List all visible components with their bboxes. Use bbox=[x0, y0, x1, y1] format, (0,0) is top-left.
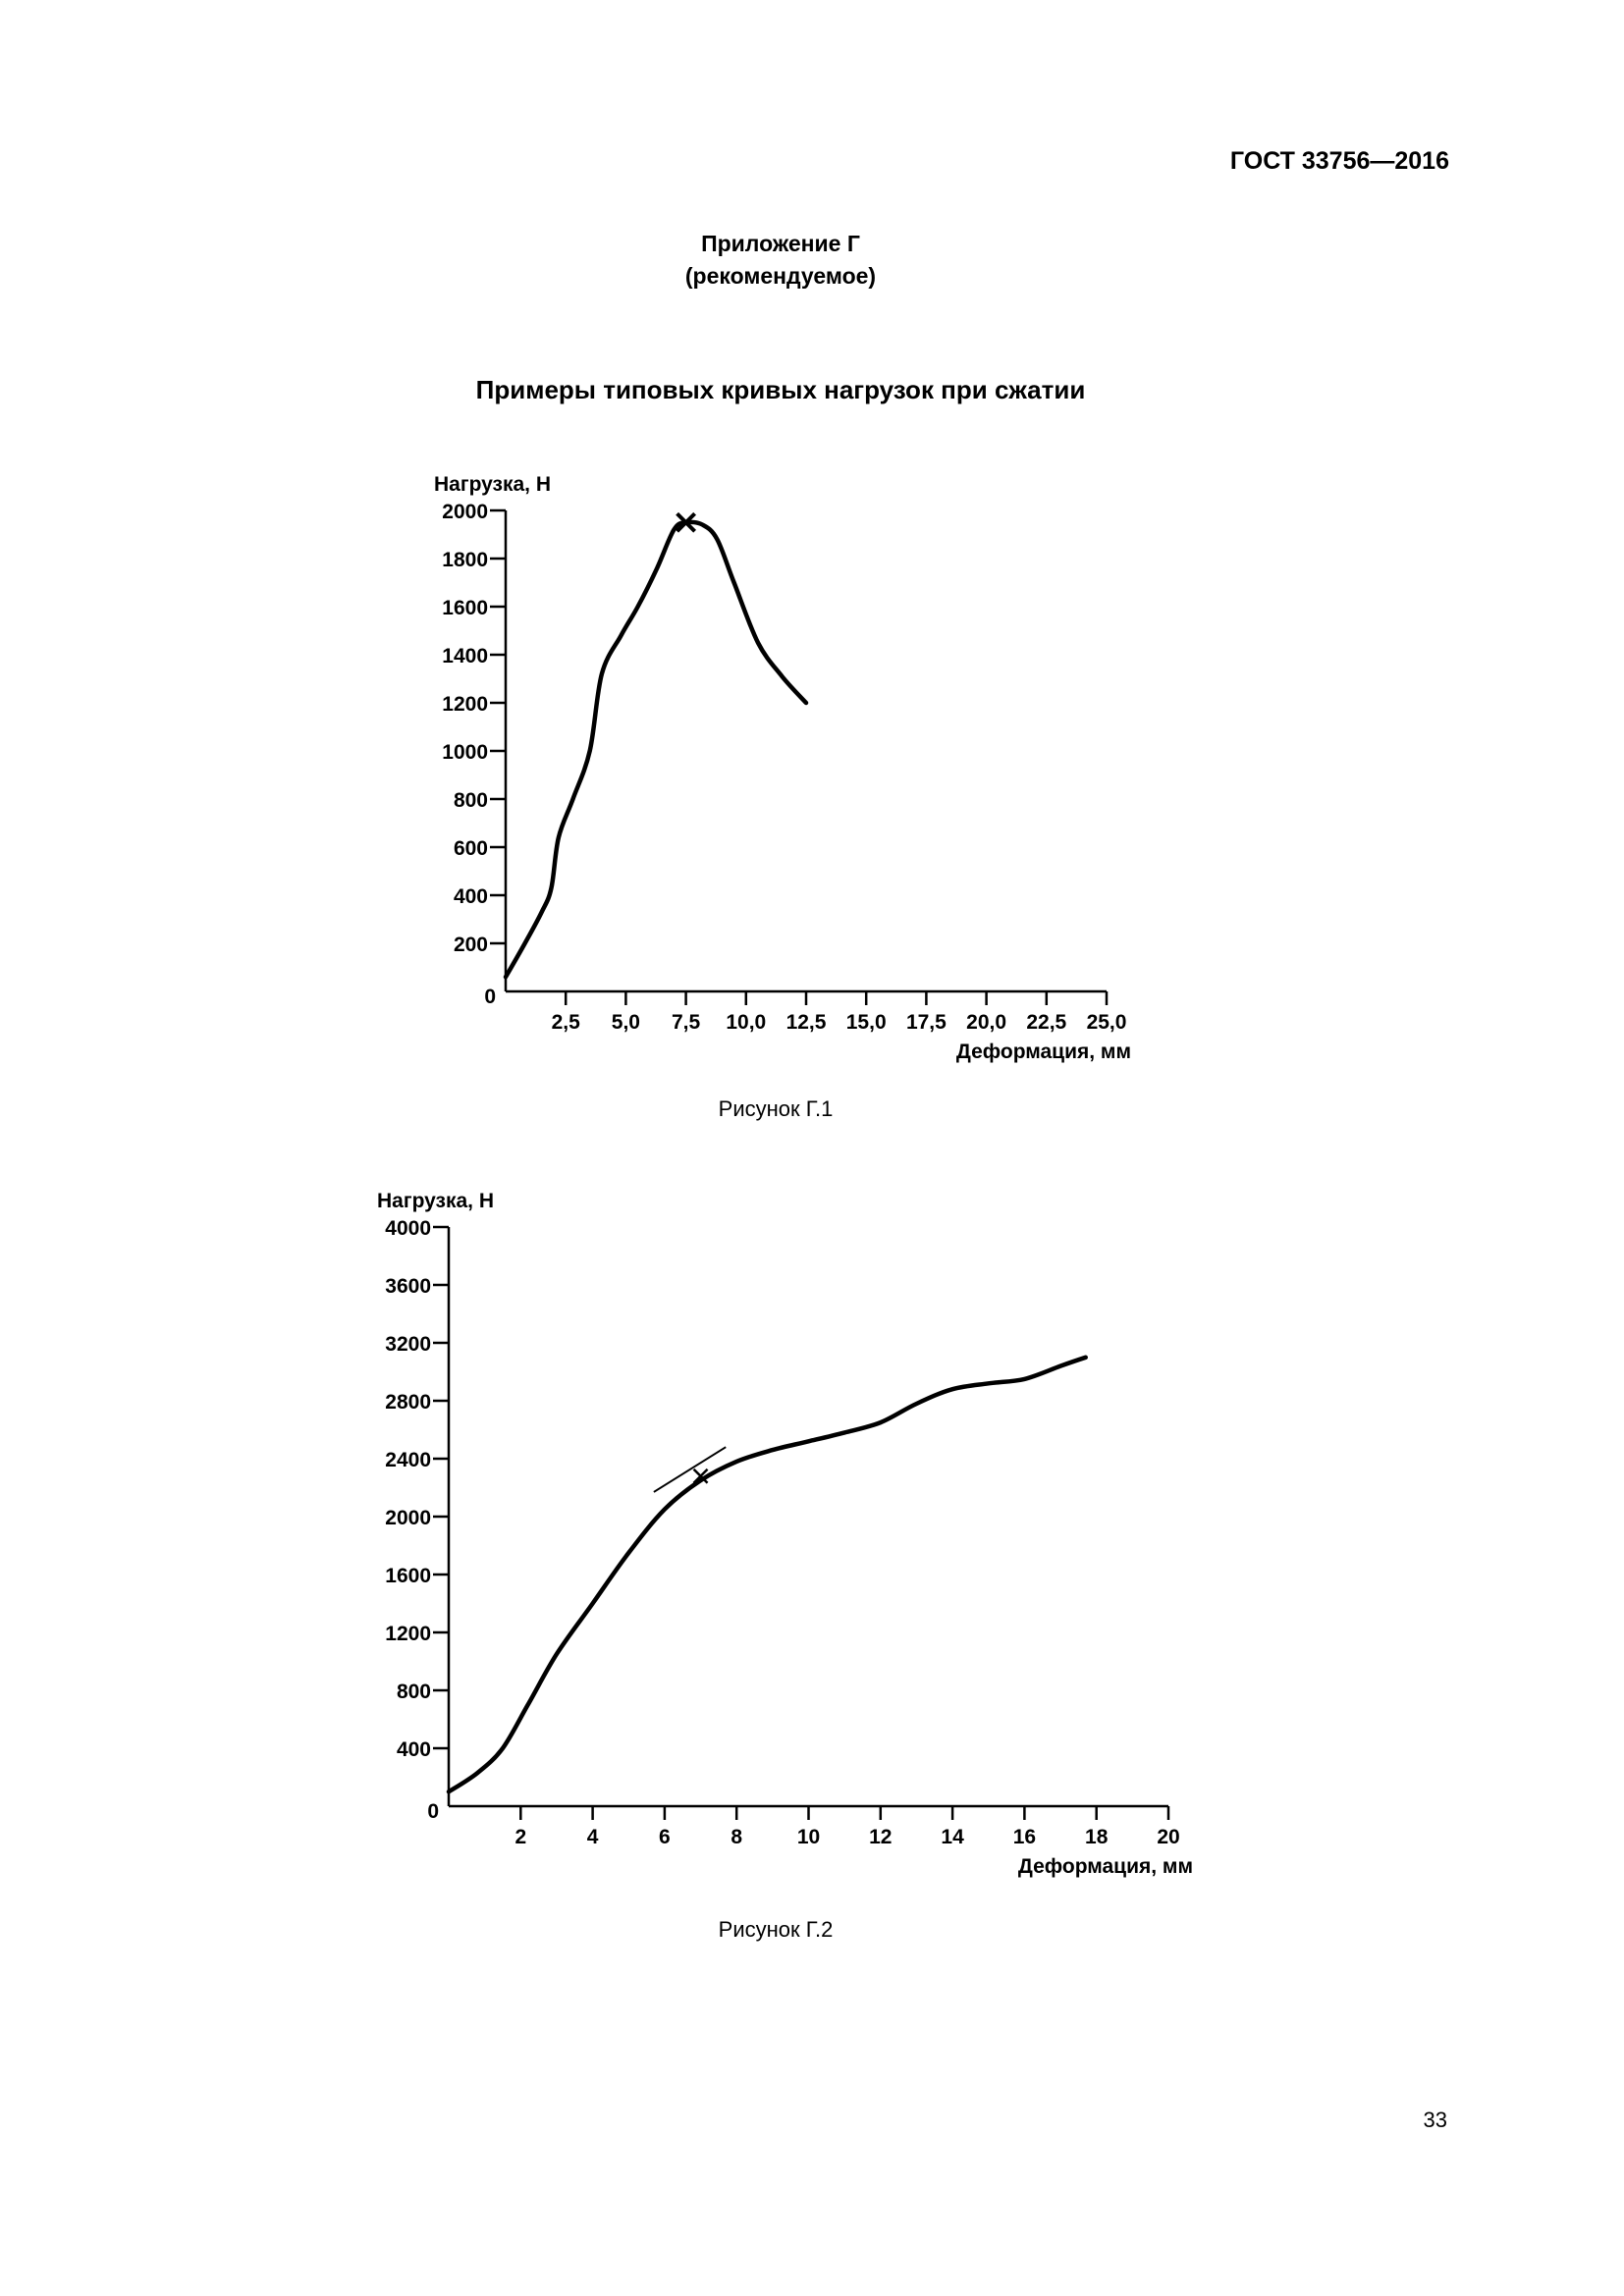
y-tick-label: 4000 bbox=[385, 1217, 431, 1240]
x-tick-label: 16 bbox=[1012, 1826, 1037, 1848]
x-tick-label: 20,0 bbox=[966, 1011, 1007, 1034]
appendix-subtitle: (рекомендуемое) bbox=[684, 263, 877, 289]
x-axis-label: Деформация, мм bbox=[1017, 1855, 1193, 1878]
x-tick-label: 4 bbox=[586, 1826, 599, 1848]
x-tick-label: 2,5 bbox=[551, 1011, 580, 1034]
y-tick-label: 2000 bbox=[442, 501, 488, 523]
figure-caption-g2: Рисунок Г.2 bbox=[718, 1917, 834, 1942]
page-number: 33 bbox=[1423, 2108, 1447, 2132]
y-tick-label: 800 bbox=[453, 789, 488, 812]
series-line bbox=[449, 1358, 1086, 1792]
y-tick-label: 600 bbox=[453, 837, 488, 860]
y-tick-label: 1400 bbox=[442, 645, 488, 667]
y-tick-label: 1800 bbox=[442, 549, 488, 571]
x-tick-label: 7,5 bbox=[671, 1011, 701, 1034]
chart-figure-g2 bbox=[353, 1168, 1218, 1895]
x-tick-label: 22,5 bbox=[1026, 1011, 1067, 1034]
y-tick-label: 1600 bbox=[442, 597, 488, 619]
x-tick-label: 10 bbox=[796, 1826, 821, 1848]
figure-caption-g1: Рисунок Г.1 bbox=[718, 1096, 834, 1121]
x-tick-label: 8 bbox=[731, 1826, 743, 1848]
y-tick-label: 3200 bbox=[385, 1333, 431, 1356]
x-tick-label: 15,0 bbox=[845, 1011, 887, 1034]
y-tick-label: 800 bbox=[396, 1681, 431, 1703]
appendix-heading bbox=[0, 228, 1561, 293]
y-axis-label: Нагрузка, Н bbox=[434, 473, 552, 496]
y-tick-label: 2000 bbox=[385, 1507, 431, 1529]
y-tick-label: 1200 bbox=[442, 693, 488, 716]
y-tick-label: 0 bbox=[484, 986, 496, 1008]
x-tick-label: 18 bbox=[1085, 1826, 1109, 1848]
y-tick-label: 1000 bbox=[442, 741, 488, 764]
y-tick-label: 1200 bbox=[385, 1623, 431, 1645]
x-tick-label: 10,0 bbox=[726, 1011, 767, 1034]
section-title: Примеры типовых кривых нагрузок при сжатии bbox=[475, 375, 1086, 404]
x-tick-label: 12,5 bbox=[785, 1011, 827, 1034]
y-tick-label: 0 bbox=[427, 1800, 439, 1823]
x-tick-label: 20 bbox=[1157, 1826, 1180, 1848]
x-tick-label: 5,0 bbox=[611, 1011, 641, 1034]
y-tick-label: 400 bbox=[396, 1738, 431, 1761]
y-tick-label: 200 bbox=[453, 934, 488, 956]
x-tick-label: 17,5 bbox=[905, 1011, 947, 1034]
y-tick-label: 400 bbox=[453, 885, 488, 908]
x-tick-label: 14 bbox=[941, 1826, 964, 1848]
y-tick-label: 2400 bbox=[385, 1449, 431, 1471]
y-tick-label: 3600 bbox=[385, 1275, 431, 1298]
x-tick-label: 2 bbox=[514, 1826, 527, 1848]
y-tick-label: 1600 bbox=[385, 1565, 431, 1587]
x-tick-label: 25,0 bbox=[1086, 1011, 1127, 1034]
chart-figure-g1 bbox=[393, 447, 1178, 1075]
appendix-title: Приложение Г bbox=[701, 231, 860, 256]
x-tick-label: 6 bbox=[659, 1826, 671, 1848]
x-tick-label: 12 bbox=[869, 1826, 893, 1848]
y-tick-label: 2800 bbox=[385, 1391, 431, 1414]
series-line bbox=[506, 522, 806, 977]
y-axis-label: Нагрузка, Н bbox=[377, 1190, 495, 1212]
x-axis-label: Деформация, мм bbox=[955, 1041, 1131, 1063]
document-id: ГОСТ 33756—2016 bbox=[1229, 147, 1449, 175]
